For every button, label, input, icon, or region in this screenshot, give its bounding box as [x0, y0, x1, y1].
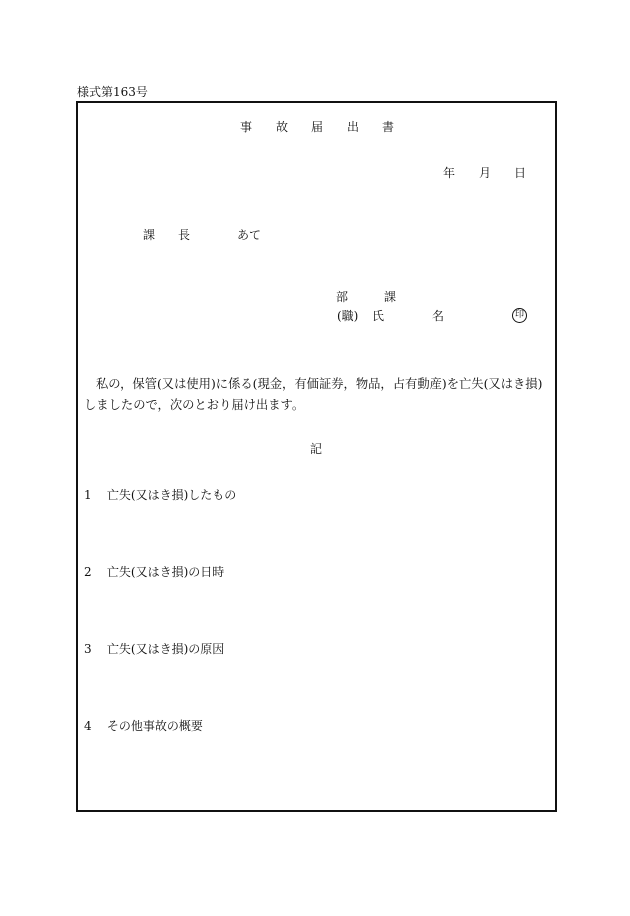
item-label: 亡失(又はき損)の原因: [106, 642, 225, 656]
title-char: 書: [382, 120, 395, 134]
applicant-shi: 氏: [372, 309, 385, 323]
title-char: 事: [240, 120, 253, 134]
body-text: 私の，保管(又は使用)に係る(現金，有価証券，物品，占有動産)を亡失(又はき損)しましたので，次のとおり届け出ます。: [84, 377, 543, 412]
addressee-cho: 長: [178, 228, 191, 242]
date-month: 月: [479, 166, 492, 180]
item-number: 4: [84, 719, 92, 733]
ki-heading: 記: [310, 442, 323, 456]
list-item: [84, 642, 224, 656]
title-char: 届: [311, 120, 324, 134]
item-label: その他事故の概要: [106, 719, 203, 733]
date-day: 日: [514, 166, 527, 180]
addressee-ka: 課: [143, 228, 156, 242]
list-item: [84, 488, 236, 502]
form-frame: [76, 101, 557, 812]
applicant-bu: 部: [336, 290, 349, 304]
list-item: [84, 565, 224, 579]
date-year: 年: [443, 166, 456, 180]
title-char: 出: [347, 120, 360, 134]
seal-icon: 印: [512, 308, 527, 323]
item-number: 3: [84, 642, 92, 656]
applicant-shoku: (職): [337, 309, 359, 323]
applicant-ka: 課: [384, 290, 397, 304]
item-number: 1: [84, 488, 92, 502]
form-number: 様式第163号: [77, 85, 148, 99]
item-label: 亡失(又はき損)の日時: [106, 565, 225, 579]
addressee-ate: あて: [237, 228, 262, 242]
applicant-mei: 名: [432, 309, 445, 323]
item-number: 2: [84, 565, 92, 579]
list-item: [84, 719, 203, 733]
item-label: 亡失(又はき損)したもの: [106, 488, 237, 502]
title-char: 故: [276, 120, 289, 134]
